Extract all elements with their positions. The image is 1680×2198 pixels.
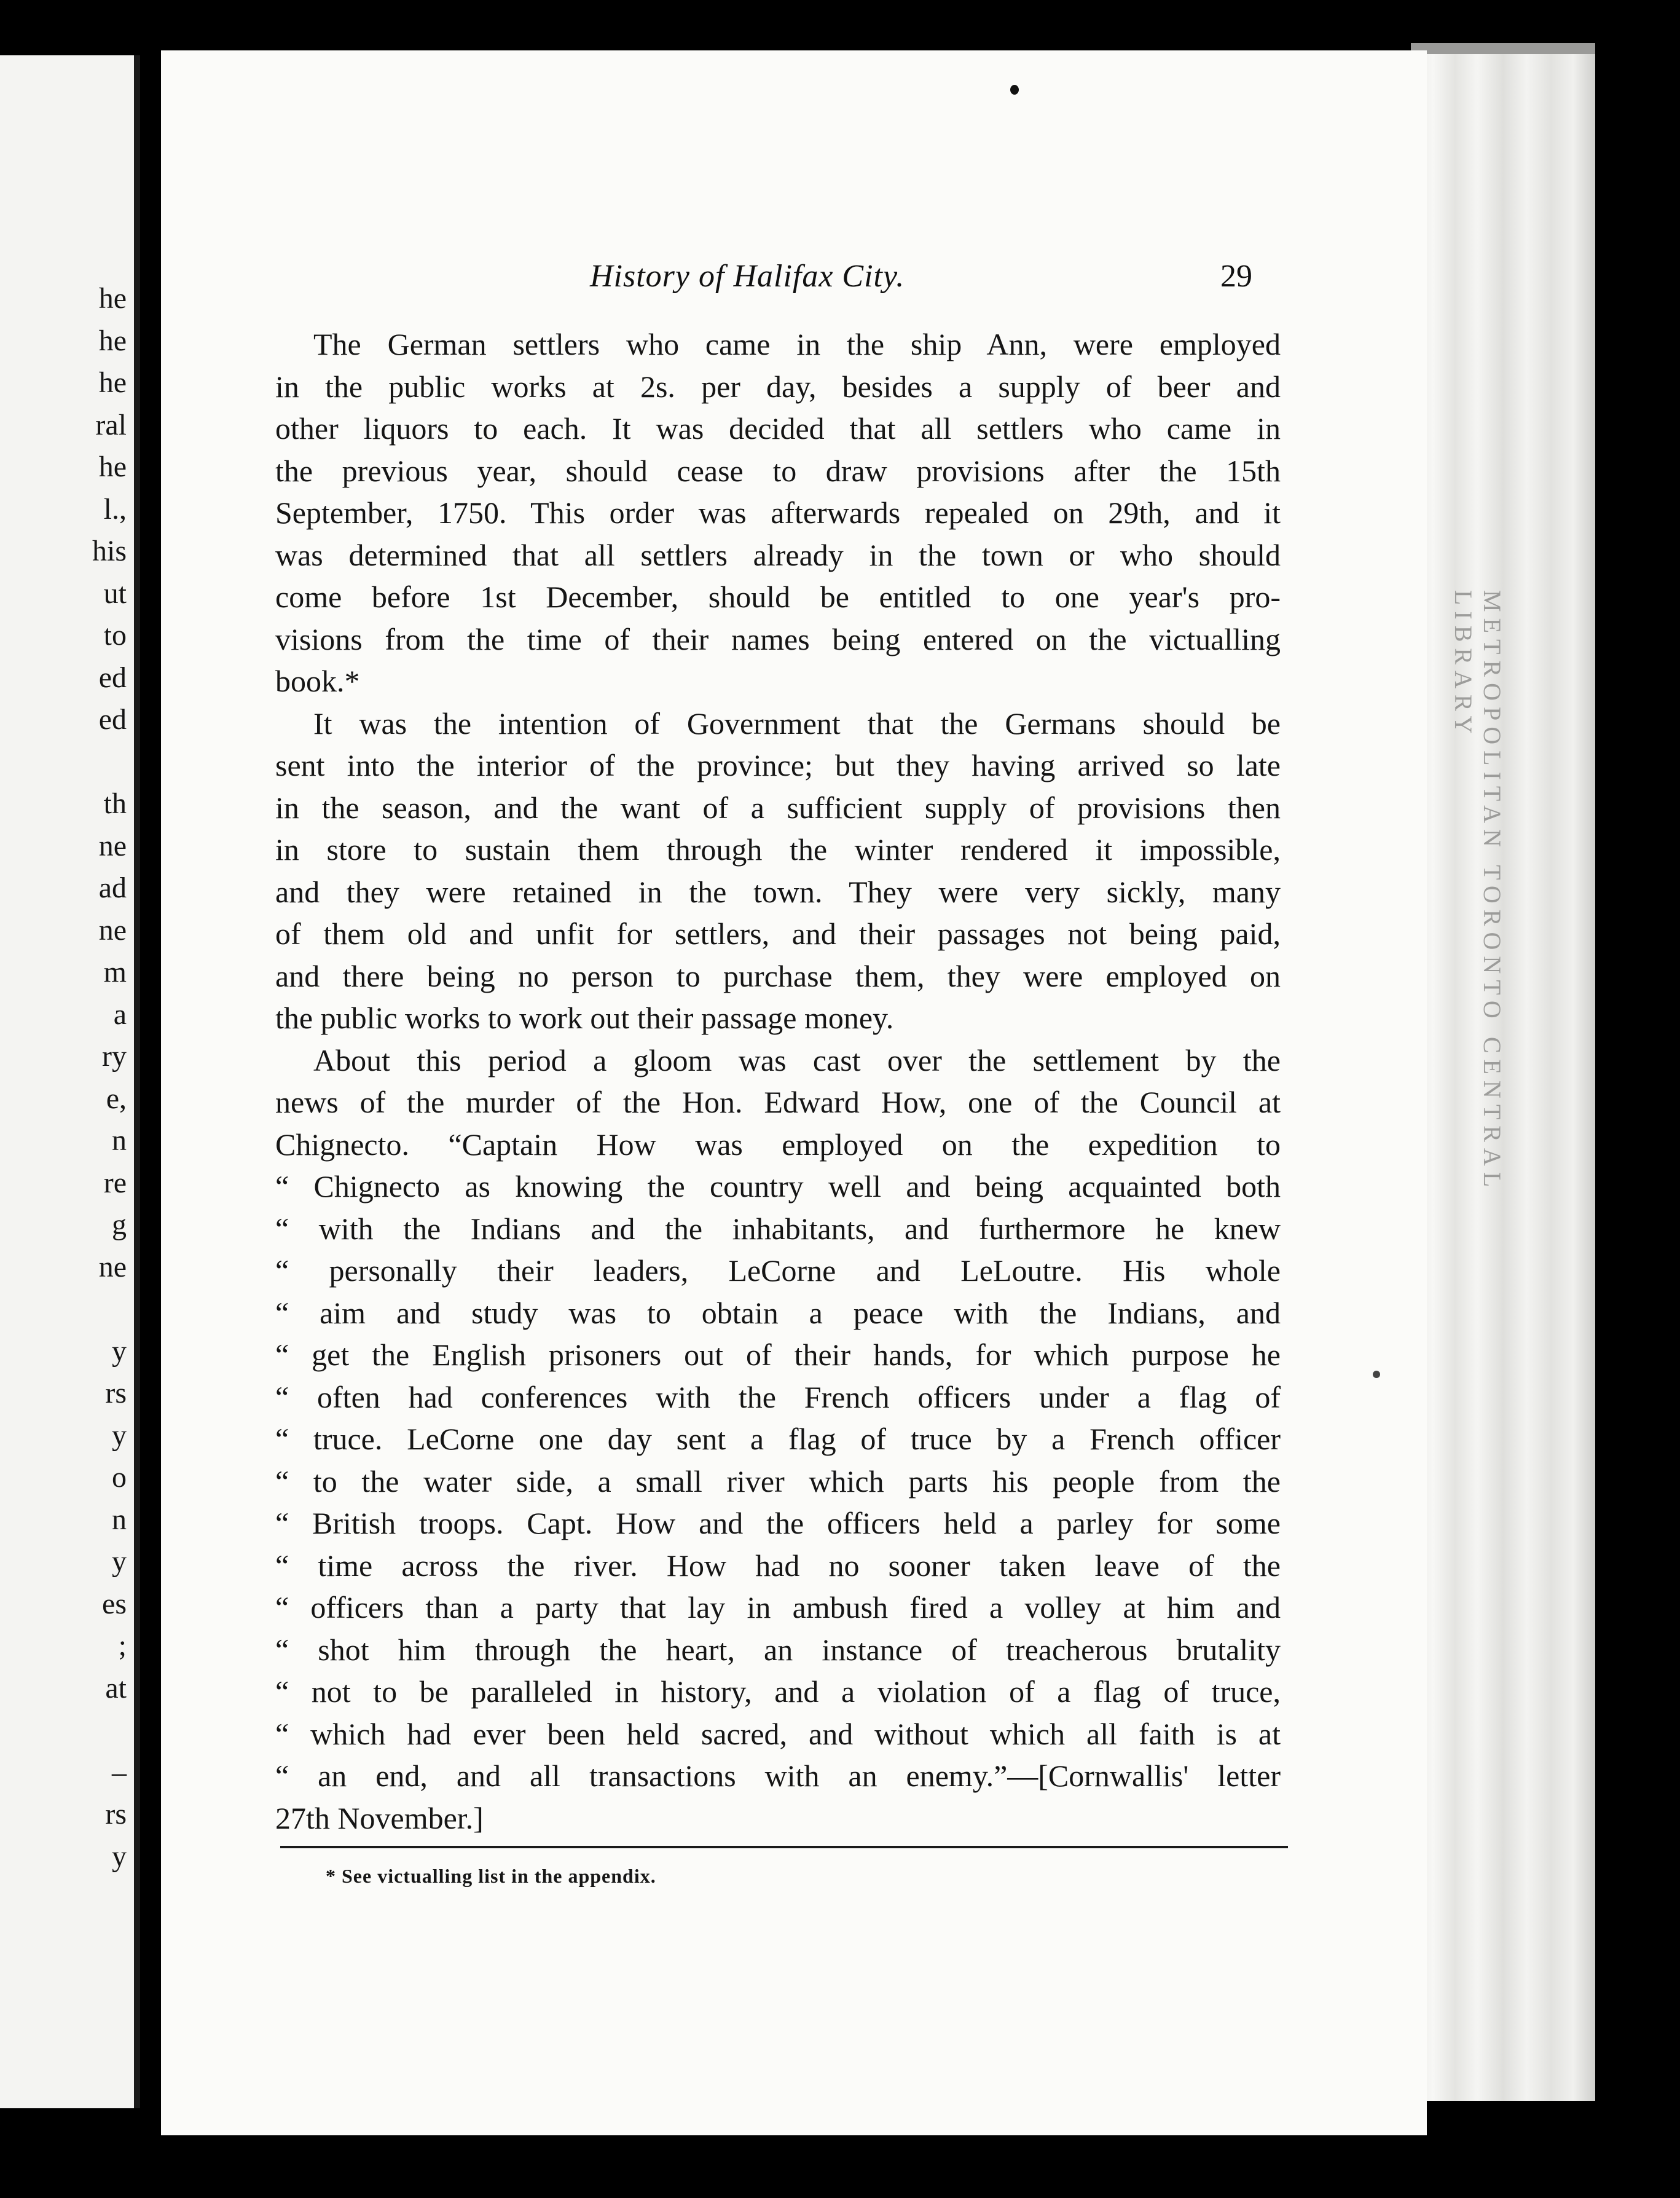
ink-speck: [1373, 1371, 1380, 1378]
left-page-fragment: ut: [103, 577, 127, 610]
text-line: other liquors to each. It was decided that all settlers who came in: [275, 411, 1281, 446]
left-page-fragment: l.,: [103, 492, 127, 526]
text-line: “ often had conferences with the French officers under a flag of: [275, 1379, 1281, 1414]
left-page-fragment: –: [112, 1755, 127, 1789]
left-page-fragment: ne: [98, 913, 127, 947]
left-page-fragment: ral: [95, 408, 127, 441]
text-line: “ time across the river. How had no sooner taken leave of the: [275, 1548, 1281, 1583]
text-line: “ not to be paralleled in history, and a violation of a flag of truce,: [275, 1674, 1281, 1709]
text-line: “ get the English prisoners out of their hands, for which purpose he: [275, 1337, 1281, 1372]
text-line: of them old and unfit for settlers, and their passages not being paid,: [275, 916, 1281, 951]
text-line: “ which had ever been held sacred, and without which all faith is at: [275, 1716, 1281, 1751]
text-line: and they were retained in the town. They were very sickly, many: [275, 874, 1281, 909]
body-text: [275, 323, 1281, 1839]
left-page-fragment: o: [112, 1461, 127, 1494]
left-page-fragment: he: [98, 451, 127, 483]
text-line: “ an end, and all transactions with an enemy.”—[Cornwallis' letter: [275, 1759, 1281, 1793]
text-line: “ truce. LeCorne one day sent a flag of truce by a French officer: [275, 1422, 1281, 1456]
running-head: History of Halifax City.: [590, 259, 905, 294]
text-line: 27th November.]: [275, 1800, 484, 1835]
text-line: news of the murder of the Hon. Edward How, one of the Council at: [275, 1085, 1281, 1119]
text-line: “ officers than a party that lay in ambush fired a volley at him and: [275, 1590, 1281, 1625]
text-line: in store to sustain them through the winter rendered it impossible,: [275, 832, 1281, 867]
left-page-fragment: he: [98, 366, 127, 399]
left-page-fragment: rs: [105, 1798, 127, 1830]
text-line: visions from the time of their names being entered on the victualling: [275, 621, 1281, 656]
text-line: About this period a gloom was cast over the settlement by the: [313, 1042, 1281, 1077]
text-line: sent into the interior of the province; but they having arrived so late: [275, 748, 1281, 782]
text-line: in the season, and the want of a sufficient supply of provisions then: [275, 790, 1281, 825]
left-page-fragment: m: [103, 956, 127, 988]
text-line: Chignecto. “Captain How was employed on the expedition to: [275, 1127, 1281, 1162]
left-page-fragment: ry: [102, 1040, 127, 1073]
left-page-fragment: re: [103, 1166, 127, 1199]
left-page-fragment: ad: [98, 872, 127, 904]
text-line: “ shot him through the heart, an instance of treacherous brutality: [275, 1632, 1281, 1667]
text-line: book.*: [275, 664, 360, 698]
text-line: “ to the water side, a small river which parts his people from the: [275, 1463, 1281, 1499]
text-line: “ with the Indians and the inhabitants, and furthermore he knew: [275, 1211, 1281, 1246]
text-line: and there being no person to purchase them, they were employed on: [275, 958, 1281, 993]
left-page-fragment: e,: [106, 1082, 127, 1115]
text-line: “ Chignecto as knowing the country well and being acquainted both: [275, 1169, 1281, 1203]
footnote-rule: [280, 1846, 1288, 1848]
footnote: * See victualling list in the appendix.: [326, 1865, 656, 1887]
text-line: in the public works at 2s. per day, besides a supply of beer and: [275, 369, 1281, 404]
left-page-fragment: his: [92, 535, 127, 567]
left-page-fragment: g: [112, 1208, 127, 1241]
text-line: come before 1st December, should be entitled to one year's pro-: [275, 580, 1281, 614]
left-page-fragment: y: [112, 1419, 127, 1452]
left-page-fragment: ;: [118, 1629, 127, 1662]
left-page-fragment: at: [105, 1671, 127, 1704]
text-line: the previous year, should cease to draw provisions after the 15th: [275, 453, 1281, 488]
left-page-fragment: n: [112, 1503, 127, 1536]
left-page-fragment: ne: [98, 1250, 127, 1283]
left-page-fragment: ed: [98, 661, 127, 694]
left-page-fragment: he: [98, 324, 127, 357]
left-page-fragment: he: [98, 282, 127, 315]
left-page-fragment: y: [112, 1545, 127, 1578]
left-page-fragment: th: [103, 787, 127, 820]
text-line: “ personally their leaders, LeCorne and LeLoutre. His whole: [275, 1253, 1281, 1288]
left-page-fragment: rs: [105, 1377, 127, 1409]
left-page-fragment: ed: [98, 703, 127, 736]
ink-speck: [1010, 85, 1019, 95]
left-facing-page: [0, 55, 140, 2108]
page-number: 29: [1220, 259, 1252, 294]
left-page-fragment: a: [113, 998, 127, 1031]
left-page-fragment: y: [112, 1840, 127, 1873]
text-line: “ British troops. Capt. How and the officers held a parley for some: [275, 1506, 1281, 1540]
left-page-fragment: to: [103, 619, 127, 652]
text-line: the public works to work out their passage money.: [275, 1001, 894, 1035]
text-line: The German settlers who came in the ship Ann, were employed: [313, 327, 1281, 361]
text-line: “ aim and study was to obtain a peace with the Indians, and: [275, 1295, 1281, 1330]
left-page-fragment: n: [112, 1124, 127, 1157]
left-page-fragment: y: [112, 1334, 127, 1368]
left-page-fragment: es: [102, 1587, 127, 1620]
text-line: It was the intention of Government that the Germans should be: [313, 706, 1281, 741]
text-line: September, 1750. This order was afterwards repealed on 29th, and it: [275, 495, 1281, 530]
library-stamp: METROPOLITAN TORONTO CENTRAL LIBRARY: [1450, 590, 1506, 1192]
text-line: was determined that all settlers already in the town or who should: [275, 537, 1281, 572]
left-page-fragment: ne: [98, 829, 127, 862]
